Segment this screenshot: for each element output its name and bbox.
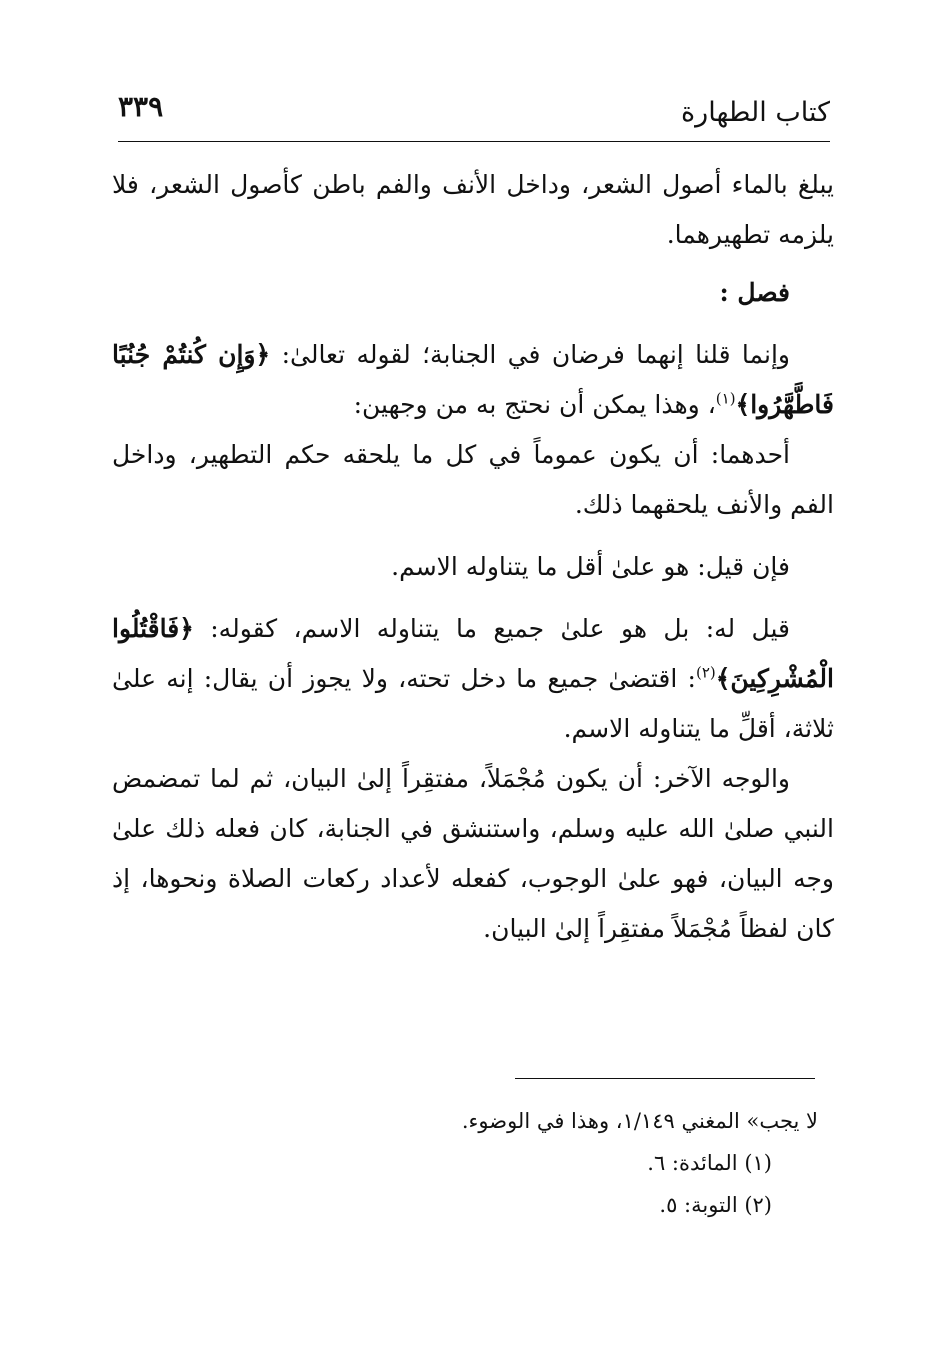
footnote-continuation: لا يجب» المغني ١/١٤٩، وهذا في الوضوء. bbox=[461, 1109, 818, 1133]
paragraph-5-rest: : اقتضىٰ جميع ما دخل تحته، ولا يجوز أن يقال: إنه علىٰ ثلاثة، أقلِّ ما يتناوله الاسم. bbox=[112, 664, 834, 743]
main-text bbox=[112, 160, 834, 954]
quran-verse-2: ﴿فَاقْتُلُوا الْمُشْرِكِينَ﴾ bbox=[112, 614, 834, 693]
section-heading: فصل : bbox=[719, 278, 790, 307]
paragraph-4: فإن قيل: هو علىٰ أقل ما يتناوله الاسم. bbox=[391, 552, 790, 581]
paragraph-6: والوجه الآخر: أن يكون مُجْمَلاً، مفتقِراً إلىٰ البيان، ثم لما تمضمض النبي صلىٰ الله عليه وسلم، واستنشق في الجنابة، كان فعله ذلك علىٰ وجه البيان، فهو علىٰ الوجوب، كفعله لأعداد ركعات الصلاة ونحوها، إذ كان لفظاً مُجْمَلاً مفتقِراً إلىٰ البيان. bbox=[112, 764, 834, 943]
running-header bbox=[118, 88, 830, 138]
paragraph-1: يبلغ بالماء أصول الشعر، وداخل الأنف والفم باطن كأصول الشعر، فلا يلزمه تطهيرهما. bbox=[112, 170, 834, 249]
paragraph-2 bbox=[112, 330, 834, 430]
footnote-ref-2[interactable]: (٢) bbox=[695, 663, 716, 682]
book-title: كتاب الطهارة bbox=[681, 97, 830, 128]
header-divider bbox=[118, 141, 830, 142]
quran-verse-1: ﴿وَإِن كُنتُمْ جُنُبًا فَاطَّهَّرُوا﴾ bbox=[112, 340, 834, 419]
paragraph-2-text: وإنما قلنا إنهما فرضان في الجنابة؛ لقوله تعالىٰ: bbox=[270, 340, 790, 369]
footnote-ref-1[interactable]: (١) bbox=[715, 389, 736, 408]
footnote-1: (١) المائدة: ٦. bbox=[647, 1151, 772, 1175]
paragraph-2-rest: ، وهذا يمكن أن نحتج به من وجهين: bbox=[353, 390, 716, 419]
paragraph-3: أحدهما: أن يكون عموماً في كل ما يلحقه حكم التطهير، وداخل الفم والأنف يلحقهما ذلك. bbox=[112, 440, 834, 519]
paragraph-5 bbox=[112, 604, 834, 754]
footnote-2: (٢) التوبة: ٥. bbox=[659, 1193, 772, 1217]
page-number: ٣٣٩ bbox=[118, 90, 164, 123]
paragraph-5-text: قيل له: بل هو علىٰ جميع ما يتناوله الاسم، كقوله: bbox=[193, 614, 790, 643]
footnote-divider bbox=[515, 1078, 815, 1079]
footnotes bbox=[112, 1100, 818, 1226]
